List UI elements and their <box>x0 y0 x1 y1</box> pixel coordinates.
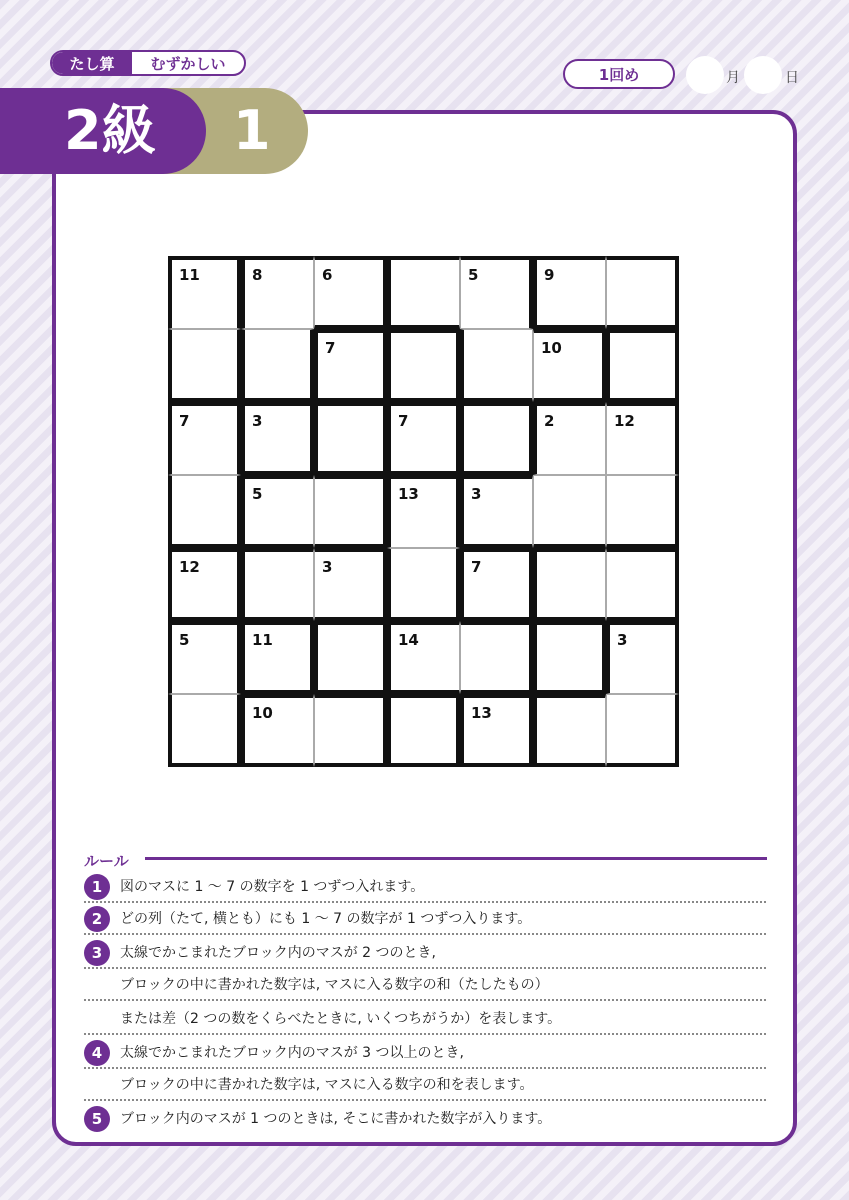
rule-line <box>84 1069 766 1101</box>
grid-cell[interactable] <box>241 256 314 329</box>
grid-cell[interactable] <box>314 256 387 329</box>
rule-text: 図のマスに 1 ～ 7 の数字を 1 つずつ入れます。 <box>120 879 425 895</box>
grid-cell[interactable] <box>241 475 314 548</box>
grid-cell[interactable] <box>387 475 460 548</box>
puzzle-number: 1 <box>233 99 271 162</box>
rule-number-badge: 5 <box>84 1106 110 1132</box>
grid-cell[interactable] <box>241 548 314 621</box>
grid-cell[interactable] <box>241 694 314 767</box>
grid-cell[interactable] <box>168 256 241 329</box>
cage-clue: 5 <box>252 485 263 503</box>
rule-text: 太線でかこまれたブロック内のマスが 3 つ以上のとき, <box>120 1045 464 1061</box>
grid-cell[interactable] <box>314 548 387 621</box>
cage-clue: 10 <box>252 704 273 722</box>
grade-label: 2級 <box>64 99 156 162</box>
rule-text: 太線でかこまれたブロック内のマスが 2 つのとき, <box>120 945 436 961</box>
cage-clue: 14 <box>398 631 419 649</box>
grid-cell[interactable] <box>387 256 460 329</box>
rule-line <box>84 1103 766 1135</box>
grid-cell[interactable] <box>606 402 679 475</box>
grid-cell[interactable] <box>241 402 314 475</box>
grid-cell[interactable] <box>460 548 533 621</box>
grid-cell[interactable] <box>241 621 314 694</box>
grid-cell[interactable] <box>533 475 606 548</box>
month-label: 月 <box>726 70 740 86</box>
grid-cell[interactable] <box>606 621 679 694</box>
cage-clue: 9 <box>544 266 555 284</box>
day-field[interactable] <box>744 56 782 94</box>
rule-text: どの列（たて, 横とも）にも 1 ～ 7 の数字が 1 つずつ入ります。 <box>120 911 532 927</box>
grid-cell[interactable] <box>314 621 387 694</box>
grid-cell[interactable] <box>387 329 460 402</box>
cage-clue: 5 <box>468 266 479 284</box>
grid-cell[interactable] <box>314 329 387 402</box>
grid-cell[interactable] <box>168 329 241 402</box>
cage-clue: 7 <box>325 339 336 357</box>
grid-cell[interactable] <box>387 548 460 621</box>
cage-clue: 7 <box>398 412 409 430</box>
grid-cell[interactable] <box>168 694 241 767</box>
rule-line <box>84 871 766 903</box>
cage-clue: 7 <box>471 558 482 576</box>
cage-clue: 11 <box>179 266 200 284</box>
grid-cell[interactable] <box>533 402 606 475</box>
cage-clue: 12 <box>614 412 635 430</box>
kenken-grid <box>166 254 683 771</box>
cage-clue: 8 <box>252 266 263 284</box>
rules-divider <box>145 857 767 860</box>
grid-cell[interactable] <box>460 621 533 694</box>
grid-cell[interactable] <box>606 548 679 621</box>
grid-cell[interactable] <box>460 475 533 548</box>
rule-text: ブロックの中に書かれた数字は, マスに入る数字の和を表します。 <box>120 1077 534 1093</box>
cage-clue: 2 <box>544 412 555 430</box>
grid-cell[interactable] <box>606 256 679 329</box>
cage-clue: 13 <box>398 485 419 503</box>
grid-cell[interactable] <box>314 475 387 548</box>
cage-clue: 12 <box>179 558 200 576</box>
grid-cell[interactable] <box>387 402 460 475</box>
grid-cell[interactable] <box>460 694 533 767</box>
cage-clue: 5 <box>179 631 190 649</box>
rule-text: ブロック内のマスが 1 つのときは, そこに書かれた数字が入ります。 <box>120 1111 552 1127</box>
grid-cell[interactable] <box>533 621 606 694</box>
cage-clue: 3 <box>471 485 482 503</box>
grid-cell[interactable] <box>387 621 460 694</box>
month-field[interactable] <box>686 56 724 94</box>
day-label: 日 <box>785 70 799 86</box>
grid-cell[interactable] <box>168 548 241 621</box>
grid-cell[interactable] <box>460 256 533 329</box>
difficulty-label: むずかしい <box>150 54 226 73</box>
rule-line <box>84 903 766 935</box>
cage-clue: 3 <box>617 631 628 649</box>
cage-clue: 11 <box>252 631 273 649</box>
rule-number-badge: 3 <box>84 940 110 966</box>
grid-cell[interactable] <box>314 402 387 475</box>
grid-cell[interactable] <box>533 329 606 402</box>
cage-clue: 3 <box>252 412 263 430</box>
rule-number-badge: 4 <box>84 1040 110 1066</box>
grid-cell[interactable] <box>168 402 241 475</box>
grid-cell[interactable] <box>387 694 460 767</box>
rule-text: または差（2 つの数をくらべたときに, いくつちがうか）を表します。 <box>120 1011 562 1027</box>
grid-cell[interactable] <box>168 475 241 548</box>
grid-cell[interactable] <box>241 329 314 402</box>
grid-cell[interactable] <box>606 475 679 548</box>
rule-line <box>84 1037 766 1069</box>
grid-cell[interactable] <box>533 256 606 329</box>
category-tag <box>50 50 246 76</box>
grid-cell[interactable] <box>533 548 606 621</box>
rule-number-badge: 2 <box>84 906 110 932</box>
grid-cell[interactable] <box>460 402 533 475</box>
cage-clue: 3 <box>322 558 333 576</box>
rule-text: ブロックの中に書かれた数字は, マスに入る数字の和（たしたもの） <box>120 977 549 993</box>
category-label: たし算 <box>52 52 132 74</box>
attempt-badge: 1回め <box>563 59 675 89</box>
rule-line <box>84 937 766 969</box>
grid-cell[interactable] <box>533 694 606 767</box>
cage-clue: 10 <box>541 339 562 357</box>
cage-clue: 13 <box>471 704 492 722</box>
grid-cell[interactable] <box>168 621 241 694</box>
cage-clue: 7 <box>179 412 190 430</box>
grid-cell[interactable] <box>314 694 387 767</box>
rule-line <box>84 1003 766 1035</box>
rule-number-badge: 1 <box>84 874 110 900</box>
rules-title: ルール <box>84 852 129 870</box>
rule-line <box>84 969 766 1001</box>
grid-cell[interactable] <box>606 694 679 767</box>
grid-cell[interactable] <box>460 329 533 402</box>
grid-cell[interactable] <box>606 329 679 402</box>
cage-clue: 6 <box>322 266 333 284</box>
